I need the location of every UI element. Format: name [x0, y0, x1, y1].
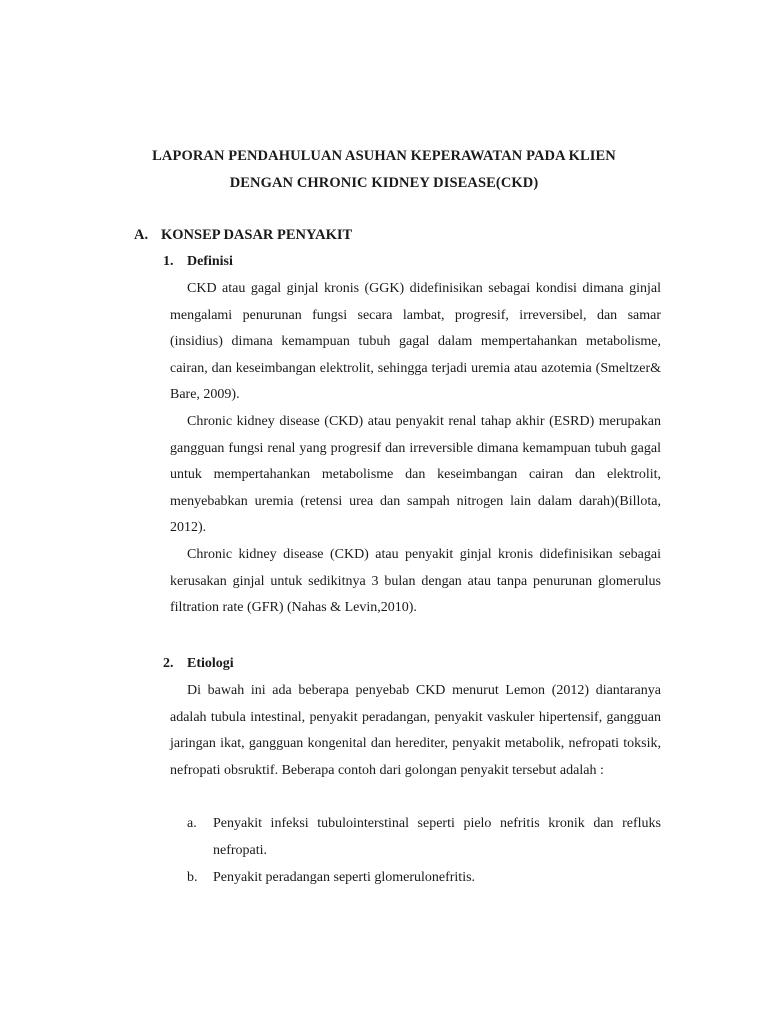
list-item-text: Penyakit infeksi tubulointerstinal seperti pielo nefritis kronik dan refluks nefropati.	[213, 816, 661, 858]
subsection-heading-etiologi	[163, 656, 234, 672]
list-item-text: Penyakit peradangan seperti glomerulonefritis.	[213, 870, 476, 885]
subsection-marker: 1.	[163, 254, 174, 269]
list-marker: b.	[187, 870, 198, 885]
section-heading-a	[134, 227, 352, 244]
etiologi-paragraph: Di bawah ini ada beberapa penyebab CKD menurut Lemon (2012) diantaranya adalah tubula intestinal, penyakit peradangan, penyakit vaskuler hipertensif, gangguan jaringan ikat, gangguan kongenital dan herediter, penyakit metabolik, nefropati toksik, nefropati obsruktif. Beberapa contoh dari golongan penyakit tersebut adalah :	[170, 683, 661, 778]
definisi-paragraph-1: CKD atau gagal ginjal kronis (GGK) didefinisikan sebagai kondisi dimana ginjal mengalami penurunan fungsi secara lambat, progresif, irreversibel, dan samar (insidius) dimana kemampuan tubuh gagal dalam mempertahankan metabolisme, cairan, dan keseimbangan elektrolit, sehingga terjadi uremia atau azotemia (Smeltzer& Bare, 2009).	[170, 281, 661, 403]
subsection-heading-definisi	[163, 254, 233, 270]
subsection-heading-text: Etiologi	[187, 656, 234, 671]
definisi-paragraph-3: Chronic kidney disease (CKD) atau penyakit ginjal kronis didefinisikan sebagai kerusakan ginjal untuk sedikitnya 3 bulan dengan atau tanpa penurunan glomerulus filtration rate (GFR) (Nahas & Levin,2010).	[170, 547, 661, 616]
definisi-paragraph-2: Chronic kidney disease (CKD) atau penyakit renal tahap akhir (ESRD) merupakan gangguan fungsi renal yang progresif dan irreversible dimana kemampuan tubuh gagal untuk mempertahankan metabolisme dan keseimbangan cairan dan elektrolit, menyebabkan uremia (retensi urea dan sampah nitrogen lain dalam darah)(Billota, 2012).	[170, 414, 661, 536]
section-heading-text: KONSEP DASAR PENYAKIT	[161, 227, 353, 243]
section-marker: A.	[134, 227, 149, 243]
list-item	[187, 811, 661, 864]
document-title-line-2: DENGAN CHRONIC KIDNEY DISEASE(CKD)	[229, 175, 539, 191]
document-title-line-1: LAPORAN PENDAHULUAN ASUHAN KEPERAWATAN PADA KLIEN	[152, 148, 616, 164]
subsection-marker: 2.	[163, 656, 174, 671]
subsection-heading-text: Definisi	[187, 254, 233, 269]
list-item	[187, 865, 661, 892]
list-marker: a.	[187, 816, 197, 831]
